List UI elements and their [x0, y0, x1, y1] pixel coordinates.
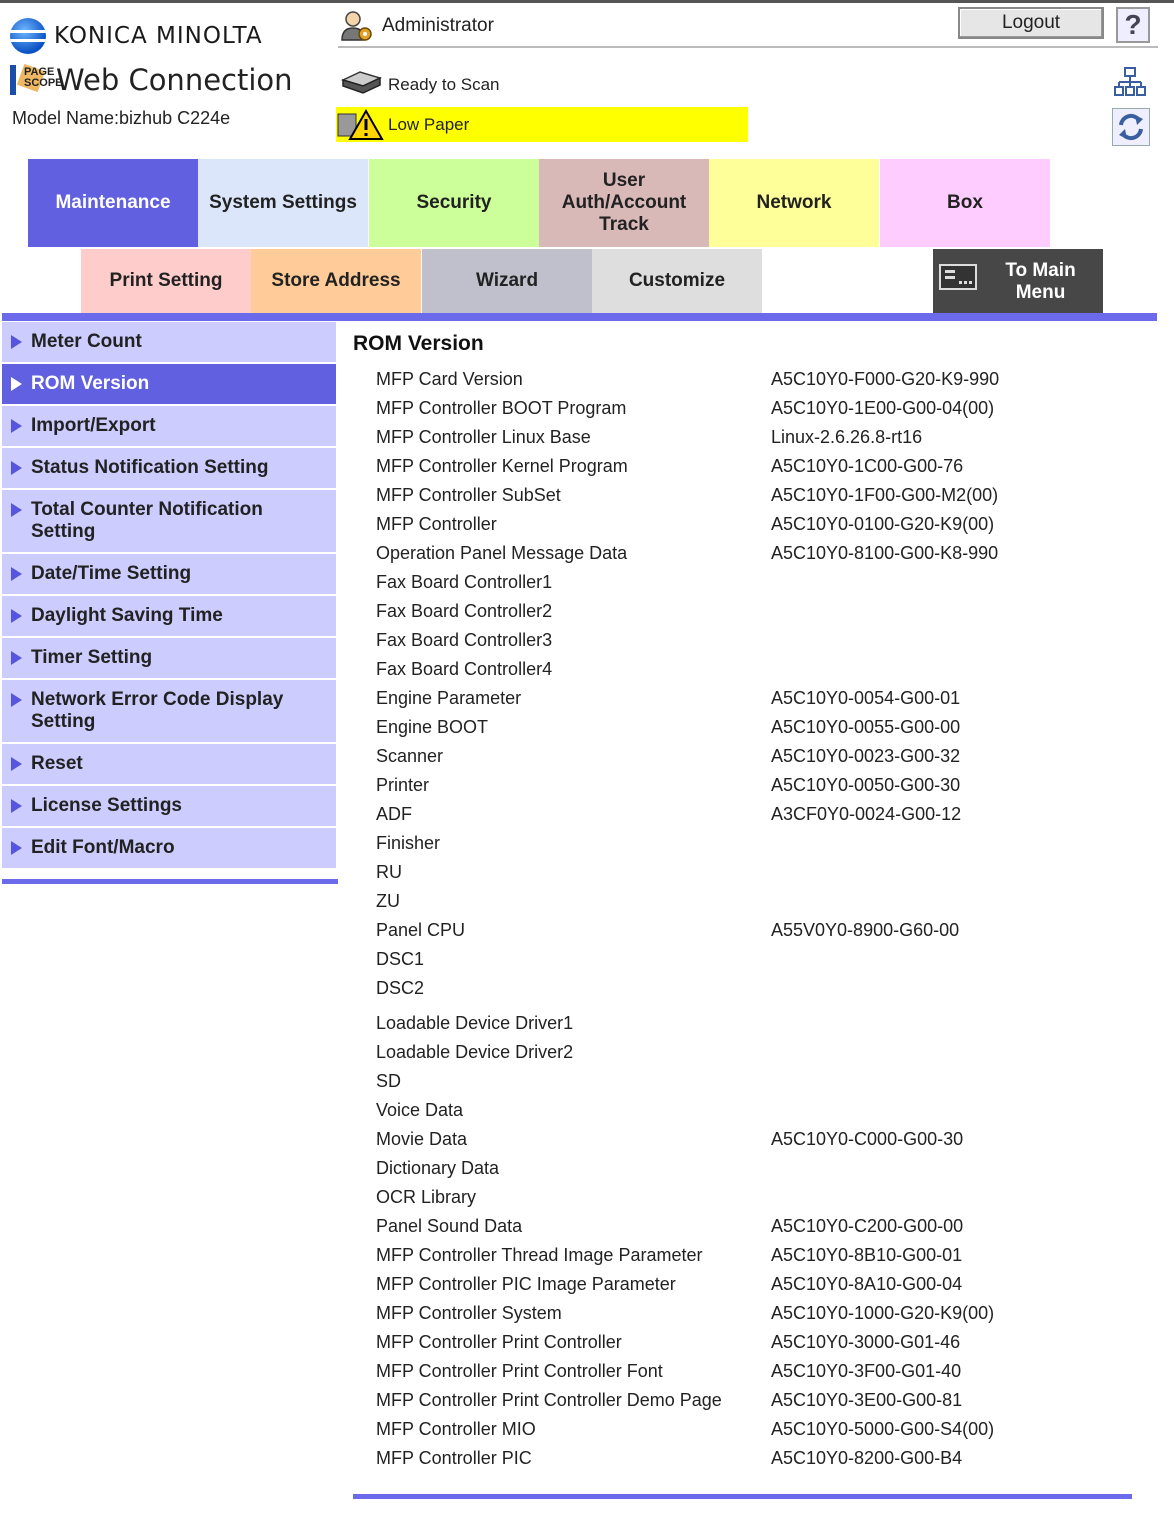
rom-item-version: A5C10Y0-0054-G00-01 [771, 688, 961, 708]
table-row [376, 945, 1136, 974]
menu-item-daylight-saving[interactable] [2, 596, 336, 638]
rom-item-name: Engine BOOT [376, 717, 489, 737]
table-row [376, 829, 1136, 858]
arrow-right-icon [11, 651, 22, 665]
table-row [376, 1241, 1136, 1270]
rom-item-version: A5C10Y0-5000-G00-S4(00) [771, 1419, 995, 1439]
rom-item-name: MFP Controller Linux Base [376, 427, 591, 447]
menu-item-status-notification[interactable] [2, 448, 336, 490]
rom-item-name: Printer [376, 775, 430, 795]
arrow-right-icon [11, 335, 22, 349]
menu-item-reset[interactable] [2, 744, 336, 786]
arrow-right-icon [11, 461, 22, 475]
table-row [376, 713, 1136, 742]
tab-system-settings[interactable]: System Settings [198, 159, 368, 247]
tab-network[interactable]: Network [709, 159, 879, 247]
to-main-menu-button[interactable] [933, 249, 1103, 313]
user-name: Administrator [382, 15, 494, 36]
tab-wizard[interactable]: Wizard [422, 249, 592, 313]
pagescope-text: PAGE SCOPE [24, 66, 63, 89]
rom-item-version: Linux-2.6.26.8-rt16 [771, 427, 923, 447]
menu-item-label: Total Counter Notification Setting [31, 499, 263, 542]
tab-user-auth-account-track[interactable]: User Auth/Account Track [539, 159, 709, 247]
rom-item-name: MFP Controller Print Controller [376, 1332, 622, 1352]
rom-item-name: DSC1 [376, 949, 425, 969]
menu-item-edit-font-macro[interactable] [2, 828, 336, 870]
rom-item-version: A5C10Y0-C000-G00-30 [771, 1129, 964, 1149]
rom-item-version: A5C10Y0-0100-G20-K9(00) [771, 514, 995, 534]
rom-item-version: A55V0Y0-8900-G60-00 [771, 920, 960, 940]
rom-item-name: Finisher [376, 833, 441, 853]
table-row [376, 1096, 1136, 1125]
rom-item-name: MFP Controller BOOT Program [376, 398, 627, 418]
table-row [376, 1067, 1136, 1096]
arrow-right-icon [11, 609, 22, 623]
menu-item-license-settings[interactable] [2, 786, 336, 828]
table-row [376, 655, 1136, 684]
arrow-right-icon [11, 567, 22, 581]
rom-item-name: ZU [376, 891, 400, 911]
rom-item-version: A5C10Y0-F000-G20-K9-990 [771, 369, 1000, 389]
arrow-right-icon [11, 693, 22, 707]
menu-divider [2, 879, 338, 884]
rom-item-name: MFP Controller Print Controller Font [376, 1361, 663, 1381]
table-row [376, 394, 1136, 423]
warning-banner[interactable] [336, 107, 748, 142]
content-divider [353, 1494, 1132, 1499]
rom-item-name: Dictionary Data [376, 1158, 500, 1178]
rom-item-version: A5C10Y0-8B10-G00-01 [771, 1245, 963, 1265]
arrow-right-icon [11, 757, 22, 771]
table-row [376, 1299, 1136, 1328]
warning-icon [336, 108, 384, 141]
rom-item-name: DSC2 [376, 978, 425, 998]
menu-item-label: Network Error Code Display Setting [31, 689, 284, 732]
table-row [376, 1125, 1136, 1154]
table-row [376, 800, 1136, 829]
rom-item-version: A5C10Y0-1F00-G00-M2(00) [771, 485, 999, 505]
menu-item-label: Import/Export [31, 415, 156, 436]
menu-item-label: ROM Version [31, 373, 150, 394]
rom-item-version: A5C10Y0-3F00-G01-40 [771, 1361, 962, 1381]
rom-item-version: A5C10Y0-3E00-G00-81 [771, 1390, 963, 1410]
rom-item-name: Fax Board Controller3 [376, 630, 553, 650]
table-row [376, 626, 1136, 655]
rom-item-name: Operation Panel Message Data [376, 543, 628, 563]
table-row [376, 1154, 1136, 1183]
rom-item-name: MFP Controller SubSet [376, 485, 561, 505]
rom-item-name: MFP Controller Kernel Program [376, 456, 628, 476]
rom-item-version: A5C10Y0-3000-G01-46 [771, 1332, 961, 1352]
menu-item-label: Meter Count [31, 331, 142, 352]
table-row [376, 510, 1136, 539]
menu-item-import-export[interactable] [2, 406, 336, 448]
menu-item-network-error-code[interactable] [2, 680, 336, 744]
tab-print-setting[interactable]: Print Setting [81, 249, 251, 313]
rom-item-name: Fax Board Controller2 [376, 601, 553, 621]
table-row [376, 684, 1136, 713]
side-menu [2, 322, 336, 870]
rom-item-name: Fax Board Controller1 [376, 572, 553, 592]
table-row [376, 742, 1136, 771]
table-row [376, 1212, 1136, 1241]
table-row [376, 974, 1136, 1003]
network-icon[interactable] [1114, 67, 1146, 97]
table-row [376, 1357, 1136, 1386]
menu-item-label: Status Notification Setting [31, 457, 269, 478]
table-row [376, 1386, 1136, 1415]
menu-item-label: Timer Setting [31, 647, 153, 668]
rom-item-name: SD [376, 1071, 402, 1091]
table-row [376, 539, 1136, 568]
table-row [376, 887, 1136, 916]
rom-item-name: Scanner [376, 746, 444, 766]
table-row [376, 771, 1136, 800]
rom-item-version: A5C10Y0-8100-G00-K8-990 [771, 543, 999, 563]
konica-minolta-logo [10, 18, 263, 54]
menu-item-timer-setting[interactable] [2, 638, 336, 680]
menu-item-date-time[interactable] [2, 554, 336, 596]
rom-item-version: A5C10Y0-0050-G00-30 [771, 775, 961, 795]
table-row [376, 1328, 1136, 1357]
tab-customize[interactable]: Customize [592, 249, 762, 313]
rom-item-version: A5C10Y0-C200-G00-00 [771, 1216, 964, 1236]
rom-item-version: A5C10Y0-8200-G00-B4 [771, 1448, 963, 1468]
tab-security[interactable]: Security [369, 159, 539, 247]
rom-item-version: A5C10Y0-0055-G00-00 [771, 717, 961, 737]
table-row [376, 481, 1136, 510]
menu-item-label: Date/Time Setting [31, 563, 192, 584]
table-row [376, 1009, 1136, 1038]
tab-divider [2, 313, 1157, 321]
arrow-right-icon [11, 377, 22, 391]
rom-item-name: MFP Controller PIC Image Parameter [376, 1274, 676, 1294]
menu-item-rom-version[interactable] [2, 364, 336, 406]
rom-item-name: Fax Board Controller4 [376, 659, 553, 679]
rom-item-name: MFP Controller Thread Image Parameter [376, 1245, 703, 1265]
administrator-icon [340, 10, 374, 42]
help-icon[interactable]: ? [1116, 7, 1150, 43]
main-menu-icon [939, 264, 977, 290]
pagescope-logo-icon [10, 65, 63, 95]
model-name: Model Name:bizhub C224e [12, 108, 231, 128]
rom-version-table [376, 365, 1136, 1473]
table-row [376, 452, 1136, 481]
table-row [376, 423, 1136, 452]
menu-item-label: Edit Font/Macro [31, 837, 175, 858]
table-row [376, 568, 1136, 597]
globe-logo-icon [10, 18, 46, 54]
refresh-icon[interactable] [1112, 108, 1150, 146]
rom-item-name: MFP Controller Print Controller Demo Page [376, 1390, 722, 1410]
status-text: Ready to Scan [388, 75, 500, 94]
table-row [376, 1415, 1136, 1444]
scanner-icon [340, 68, 382, 96]
rom-item-name: Panel CPU [376, 920, 466, 940]
rom-item-name: MFP Card Version [376, 369, 523, 389]
rom-item-version: A5C10Y0-8A10-G00-04 [771, 1274, 963, 1294]
rom-item-name: Loadable Device Driver1 [376, 1013, 574, 1033]
table-row [376, 597, 1136, 626]
rom-item-name: Voice Data [376, 1100, 464, 1120]
top-border [0, 0, 1174, 3]
menu-item-label: License Settings [31, 795, 182, 816]
table-row [376, 916, 1136, 945]
menu-item-total-counter-notification[interactable] [2, 490, 336, 554]
arrow-right-icon [11, 419, 22, 433]
brand-name: KONICA MINOLTA [54, 23, 263, 49]
web-connection-logo [10, 62, 293, 98]
user-bar [338, 6, 1158, 48]
arrow-right-icon [11, 503, 22, 517]
menu-item-meter-count[interactable] [2, 322, 336, 364]
rom-item-name: Engine Parameter [376, 688, 522, 708]
rom-item-name: MFP Controller [376, 514, 497, 534]
rom-item-name: Loadable Device Driver2 [376, 1042, 574, 1062]
table-row [376, 858, 1136, 887]
tab-box[interactable]: Box [880, 159, 1050, 247]
tab-maintenance[interactable]: Maintenance [28, 159, 198, 247]
menu-item-label: Reset [31, 753, 83, 774]
rom-item-name: MFP Controller PIC [376, 1448, 532, 1468]
rom-item-name: OCR Library [376, 1187, 477, 1207]
warning-text: Low Paper [388, 115, 470, 134]
rom-item-name: MFP Controller System [376, 1303, 562, 1323]
product-name: Web Connection [56, 63, 293, 97]
table-row [376, 1038, 1136, 1067]
to-main-menu-label: To Main Menu [1005, 260, 1076, 303]
rom-item-name: ADF [376, 804, 412, 824]
arrow-right-icon [11, 799, 22, 813]
rom-item-name: RU [376, 862, 402, 882]
rom-item-version: A3CF0Y0-0024-G00-12 [771, 804, 962, 824]
rom-item-name: MFP Controller MIO [376, 1419, 536, 1439]
table-row [376, 1183, 1136, 1212]
rom-item-name: Movie Data [376, 1129, 468, 1149]
logout-button[interactable]: Logout [958, 7, 1104, 39]
page-title: ROM Version [353, 332, 484, 355]
table-row [376, 365, 1136, 394]
tab-store-address[interactable]: Store Address [251, 249, 421, 313]
menu-item-label: Daylight Saving Time [31, 605, 223, 626]
rom-item-version: A5C10Y0-1E00-G00-04(00) [771, 398, 995, 418]
rom-item-version: A5C10Y0-1000-G20-K9(00) [771, 1303, 995, 1323]
table-row [376, 1444, 1136, 1473]
arrow-right-icon [11, 841, 22, 855]
rom-item-name: Panel Sound Data [376, 1216, 523, 1236]
rom-item-version: A5C10Y0-1C00-G00-76 [771, 456, 964, 476]
table-row [376, 1270, 1136, 1299]
rom-item-version: A5C10Y0-0023-G00-32 [771, 746, 961, 766]
